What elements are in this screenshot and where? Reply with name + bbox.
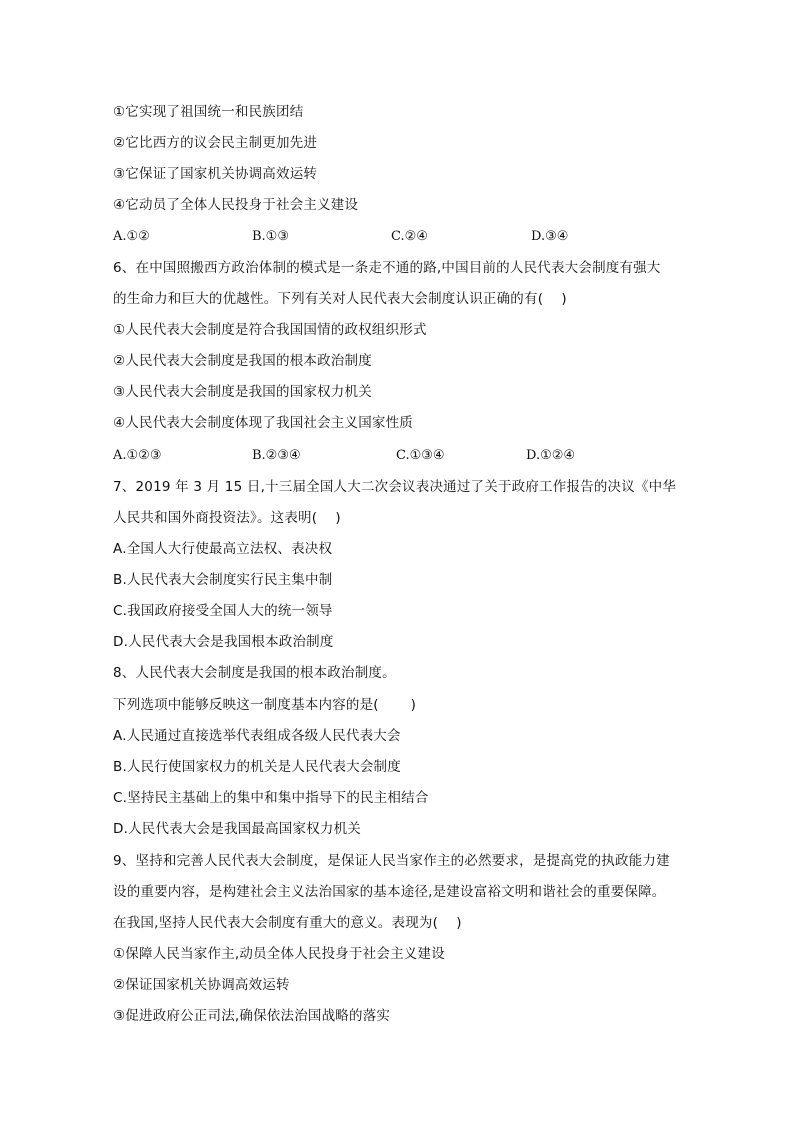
q9-stem-line-3: 在我国,坚持人民代表大会制度有重大的意义。表现为( ) <box>113 915 462 931</box>
q7-option-d: D.人民代表大会是我国根本政治制度 <box>113 634 334 650</box>
q6-item-1: ①人民代表大会制度是符合我国国情的政权组织形式 <box>113 322 427 338</box>
q5-option-c: C.②④ <box>391 229 428 244</box>
q9-item-1: ①保障人民当家作主,动员全体人民投身于社会主义建设 <box>113 946 445 962</box>
q9-item-2: ②保证国家机关协调高效运转 <box>113 977 290 993</box>
q8-stem-line-2: 下列选项中能够反映这一制度基本内容的是( ) <box>113 697 417 713</box>
q5-item-2: ②它比西方的议会民主制更加先进 <box>113 135 318 151</box>
q5-option-d: D.③④ <box>531 229 569 244</box>
q8-option-a: A.人民通过直接选举代表组成各级人民代表大会 <box>113 728 401 744</box>
q6-option-b: B.②③④ <box>252 448 301 463</box>
q6-item-2: ②人民代表大会制度是我国的根本政治制度 <box>113 353 372 369</box>
q5-options <box>113 227 693 247</box>
q6-options <box>113 446 693 466</box>
q8-option-c: C.坚持民主基础上的集中和集中指导下的民主相结合 <box>113 790 429 806</box>
q6-stem-line-1: 6、在中国照搬西方政治体制的模式是一条走不通的路,中国目前的人民代表大会制度有强大 <box>113 260 661 276</box>
q6-item-4: ④人民代表大会制度体现了我国社会主义国家性质 <box>113 415 414 431</box>
q5-item-3: ③它保证了国家机关协调高效运转 <box>113 166 318 182</box>
q7-option-b: B.人民代表大会制度实行民主集中制 <box>113 572 333 588</box>
q6-item-3: ③人民代表大会制度是我国的国家权力机关 <box>113 384 372 400</box>
q7-option-a: A.全国人大行使最高立法权、表决权 <box>113 541 333 557</box>
q6-option-c: C.①③④ <box>396 448 445 463</box>
q8-option-b: B.人民行使国家权力的机关是人民代表大会制度 <box>113 759 401 775</box>
q5-item-4: ④它动员了全体人民投身于社会主义建设 <box>113 197 359 213</box>
q9-item-3: ③促进政府公正司法,确保依法治国战略的落实 <box>113 1008 391 1024</box>
q5-option-b: B.①③ <box>252 229 289 244</box>
q7-stem-line-2: 人民共和国外商投资法》。这表明( ) <box>113 510 341 526</box>
q7-option-c: C.我国政府接受全国人大的统一领导 <box>113 603 333 619</box>
q9-stem-line-1: 9、坚持和完善人民代表大会制度，是保证人民当家作主的必然要求，是提高党的执政能力建 <box>113 853 670 869</box>
q8-stem-line-1: 8、人民代表大会制度是我国的根本政治制度。 <box>113 665 396 681</box>
q6-option-d: D.①②④ <box>526 448 576 463</box>
q6-stem-line-2: 的生命力和巨大的优越性。下列有关对人民代表大会制度认识正确的有( ) <box>113 291 567 307</box>
q5-option-a: A.①② <box>113 229 150 244</box>
q8-option-d: D.人民代表大会是我国最高国家权力机关 <box>113 821 361 837</box>
q5-item-1: ①它实现了祖国统一和民族团结 <box>113 104 304 120</box>
q6-option-a: A.①②③ <box>113 448 162 463</box>
q7-stem-line-1: 7、2019 年 3 月 15 日,十三届全国人大二次会议表决通过了关于政府工作报告的决议《中华 <box>113 479 677 495</box>
q9-stem-line-2: 设的重要内容，是构建社会主义法治国家的基本途径,是建设富裕文明和谐社会的重要保障。 <box>113 884 666 900</box>
